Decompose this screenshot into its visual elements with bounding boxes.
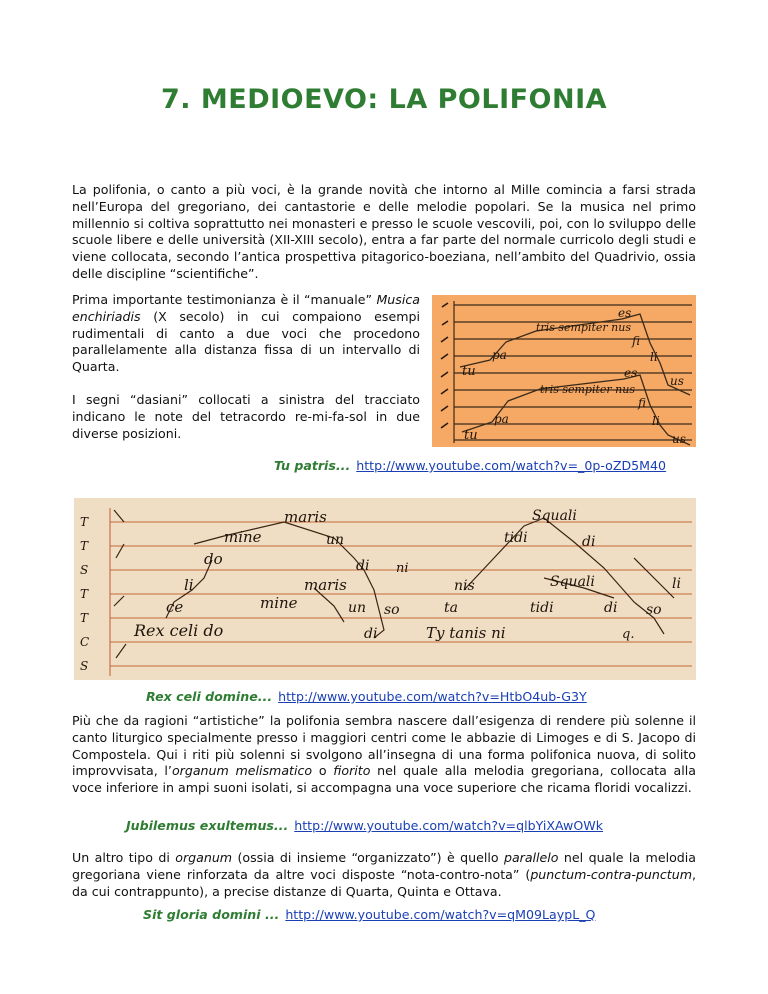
svg-text:di: di <box>582 534 596 550</box>
svg-text:di: di <box>356 558 370 574</box>
svg-text:ni: ni <box>396 561 409 576</box>
svg-text:li: li <box>652 414 660 428</box>
svg-text:T: T <box>80 611 89 625</box>
svg-text:Ty tanis ni: Ty tanis ni <box>426 624 506 642</box>
page-title: 7. MEDIOEVO: LA POLIFONIA <box>160 84 608 115</box>
svg-text:Squali: Squali <box>550 574 595 590</box>
svg-text:di: di <box>364 626 378 642</box>
svg-text:un: un <box>348 600 367 616</box>
dasian-signs-paragraph: I segni “dasiani” collocati a sinistra del tracciato indicano le note del tetracordo re-mi-fa-sol in due diverse posizioni. <box>72 392 420 441</box>
svg-text:ce: ce <box>166 598 184 616</box>
organum-parallelo-paragraph: Un altro tipo di organum (ossia di insieme “organizzato”) è quello parallelo nel quale la melodia gregoriana viene rinforzata da altre voci disposte “nota-contro-nota” (punctum-contra-punctum, da cui contrappunto), a precise distanze di Quarta, Quinta e Ottava. <box>72 850 696 899</box>
svg-text:li: li <box>672 576 681 592</box>
svg-text:es: es <box>624 366 638 380</box>
svg-text:maris: maris <box>304 576 347 594</box>
rex-celi-link-line <box>146 689 587 705</box>
svg-text:T: T <box>80 587 89 601</box>
svg-text:es: es <box>618 306 632 320</box>
sit-gloria-label: Sit gloria domini ... <box>143 907 280 922</box>
svg-text:so: so <box>646 602 662 618</box>
svg-text:fi: fi <box>638 396 647 410</box>
svg-text:Rex celi do: Rex celi do <box>134 621 224 640</box>
svg-text:tu: tu <box>462 364 476 379</box>
svg-text:q.: q. <box>622 627 635 642</box>
musica-enchiriadis-figure <box>432 295 696 447</box>
organum-melismatico-paragraph: Più che da ragioni “artistiche” la polifonia sembra nascere dall’esigenza di rendere più solenne il canto liturgico specialmente presso i maggiori centri come le abbazie di Limoges e di S. Jacopo di Compostela. Qui i riti più solenni si svolgono all’insegna di una forma polifonica nuova, di solito improvvisata, l’organum melismatico o fiorito nel quale alla melodia gregoriana, collocata alla voce inferiore in ampi suoni isolati, si accompagna una voce superiore che ricama floridi vocalizzi. <box>72 713 696 796</box>
svg-text:us: us <box>670 374 684 388</box>
jubilemus-label: Jubilemus exultemus... <box>126 818 289 833</box>
rex-celi-link[interactable]: http://www.youtube.com/watch?v=HtbO4ub-G3Y <box>278 689 587 704</box>
tu-patris-link[interactable]: http://www.youtube.com/watch?v=_0p-oZD5M40 <box>356 458 667 473</box>
rex-celi-label: Rex celi domine... <box>146 689 273 704</box>
svg-text:ta: ta <box>444 600 458 616</box>
svg-text:mine: mine <box>260 594 298 612</box>
svg-text:pa: pa <box>494 412 509 426</box>
svg-text:so: so <box>384 602 400 618</box>
svg-text:T: T <box>80 515 89 529</box>
svg-text:nis: nis <box>454 578 475 594</box>
svg-text:li: li <box>650 350 658 364</box>
svg-text:un: un <box>326 532 345 548</box>
svg-text:tidi: tidi <box>530 600 554 616</box>
svg-text:fi: fi <box>632 334 641 348</box>
svg-text:li: li <box>184 576 194 594</box>
svg-text:maris: maris <box>284 508 327 526</box>
book-title: Musica enchiriadis <box>72 292 420 324</box>
svg-text:tu: tu <box>464 428 478 443</box>
tu-patris-label: Tu patris... <box>274 458 351 473</box>
jubilemus-link[interactable]: http://www.youtube.com/watch?v=qlbYiXAwOWk <box>294 818 604 833</box>
intro-paragraph: La polifonia, o canto a più voci, è la grande novità che intorno al Mille comincia a farsi strada nell’Europa del gregoriano, dei cantastorie e delle melodie popolari. Se la musica nel primo millennio si coltiva soprattutto nei monasteri e presso le scuole vescovili, poi, con lo sviluppo delle scuole libere e delle università (XII-XIII secolo), entra a far parte del normale curricolo degli studi e viene collocata, secondo l’antica prospettiva pitagorico-boeziana, nell’ambito del Quadrivio, ossia delle discipline “scientifiche”. <box>72 182 696 281</box>
svg-text:mine: mine <box>224 528 262 546</box>
sit-gloria-link[interactable]: http://www.youtube.com/watch?v=qM09LaypL_Q <box>285 907 596 922</box>
svg-text:Squali: Squali <box>532 508 577 524</box>
svg-text:tris sempiter nus: tris sempiter nus <box>540 383 635 396</box>
svg-text:tidi: tidi <box>504 530 528 546</box>
svg-text:T: T <box>80 539 89 553</box>
musica-enchiriadis-paragraph: Prima importante testimonianza è il “manuale” Musica enchiriadis (X secolo) in cui compaiono esempi rudimentali di canto a due voci che procedono parallelamente alla distanza fissa di un intervallo di Quarta. <box>72 292 420 375</box>
rex-celi-figure <box>74 498 696 680</box>
svg-text:tris sempiter nus: tris sempiter nus <box>536 321 631 334</box>
svg-text:di: di <box>604 600 618 616</box>
svg-text:C: C <box>80 635 90 649</box>
svg-text:S: S <box>80 563 89 577</box>
sit-gloria-link-line <box>143 907 595 923</box>
svg-text:S: S <box>80 659 89 673</box>
svg-text:us: us <box>672 432 686 446</box>
svg-text:do: do <box>204 550 223 568</box>
tu-patris-link-line <box>274 458 666 474</box>
svg-text:pa: pa <box>492 348 507 362</box>
jubilemus-link-line <box>126 818 603 834</box>
